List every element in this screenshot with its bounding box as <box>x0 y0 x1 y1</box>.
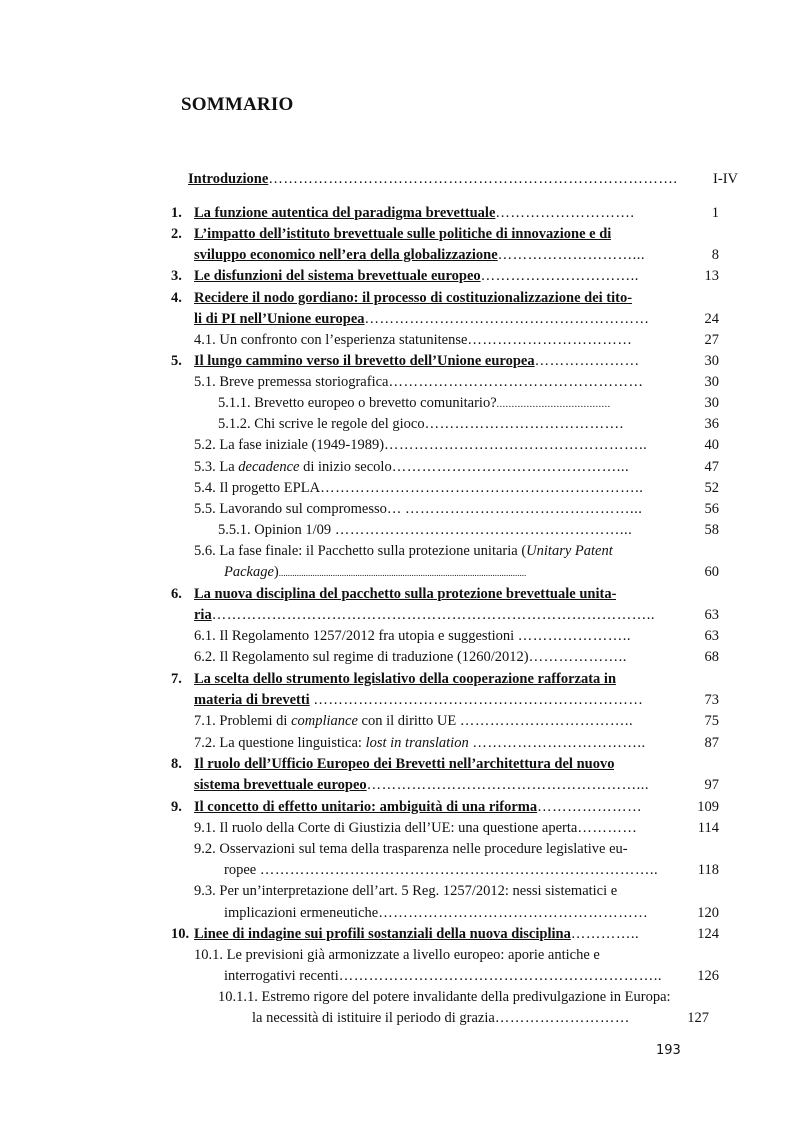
toc-entry-text: Il ruolo dell’Ufficio Europeo dei Brevetti nell’architettura del nuovo <box>194 756 615 772</box>
page-ref: 114 <box>697 820 719 836</box>
toc-entry-text: ropee <box>224 862 257 878</box>
toc-entry-5-4[interactable] <box>171 478 719 498</box>
section-number: 3. <box>171 268 182 284</box>
page-ref: 30 <box>704 374 719 390</box>
toc-entry-text-italic: Unitary Patent <box>526 543 613 559</box>
leader-dots: ………………………………………………... <box>366 777 650 793</box>
page-ref: 73 <box>704 692 719 708</box>
toc-entry-5-5-1[interactable] <box>171 520 719 540</box>
toc-entry-text-tail: di inizio secolo <box>299 459 392 475</box>
leader-dots: ………………………….. <box>480 268 639 284</box>
toc-entry-text: La funzione autentica del paradigma brevettuale <box>194 205 496 221</box>
leader-dots: ………………………………………………… <box>364 311 650 327</box>
page-ref: 118 <box>697 862 719 878</box>
toc-entry-10-1-1[interactable] <box>171 987 731 1007</box>
leader-dots: ………………… <box>537 799 643 815</box>
leader-dots: …………………………………. <box>424 416 624 432</box>
toc-entry-text: 7.1. Problemi di <box>194 713 292 729</box>
leader-dots: …………………………………………………………………………….. <box>211 607 655 623</box>
toc-entry-text: 5.3. La <box>194 459 239 475</box>
toc-entry-8[interactable] <box>171 754 719 774</box>
page-ref: 36 <box>704 416 719 432</box>
toc-entry-text: 4.1. Un confronto con l’esperienza statunitense <box>194 332 468 348</box>
toc-entry-6[interactable] <box>171 584 719 604</box>
page-ref: 40 <box>704 437 719 453</box>
leader-dots: ...................................... <box>496 399 611 410</box>
toc-entry-text: La scelta dello strumento legislativo della cooperazione rafforzata in <box>194 671 617 687</box>
leader-dots: ………………………………………………………………………. <box>268 171 678 187</box>
toc-entry-text: materia di brevetti <box>194 692 310 708</box>
page-ref: 30 <box>704 353 719 369</box>
toc-entry-9-1[interactable] <box>171 818 719 838</box>
toc-entry-10-1-cont[interactable] <box>171 966 719 986</box>
section-number: 4. <box>171 290 182 306</box>
section-number: 10. <box>171 926 190 942</box>
toc-entry-text: implicazioni ermeneutiche <box>224 905 379 921</box>
page-ref: I-IV <box>713 171 738 187</box>
page-number: 193 <box>656 1043 681 1058</box>
page-ref: 63 <box>704 607 719 623</box>
toc-entry-text: 9.2. Osservazioni sul tema della trasparenza nelle procedure legislative eu- <box>194 841 628 857</box>
toc-entry-9-2[interactable] <box>171 839 719 859</box>
toc-entry-text: sviluppo economico nell’era della globalizzazione <box>194 247 498 263</box>
toc-entry-9-3-cont[interactable] <box>171 903 719 923</box>
section-number: 8. <box>171 756 182 772</box>
leader-dots: ………………………………………... <box>391 459 630 475</box>
toc-entry-6-cont[interactable] <box>171 605 719 625</box>
leader-dots: …………………………………………………………………….. <box>259 862 659 878</box>
toc-entry-1[interactable] <box>171 203 719 223</box>
toc-entry-9-3[interactable] <box>171 881 719 901</box>
page-ref: 47 <box>704 459 719 475</box>
leader-dots: ………………………………………... <box>405 501 643 517</box>
toc-entry-text: 7.2. La questione linguistica: <box>194 735 366 751</box>
section-number: 5. <box>171 353 182 369</box>
toc-entry-6-2[interactable] <box>171 647 719 667</box>
section-number: 7. <box>171 671 182 687</box>
toc-entry-10-1-1-cont[interactable] <box>171 1008 719 1028</box>
toc-entry-text-italic: compliance <box>291 713 358 729</box>
toc-entry-text-italic: decadence <box>238 459 300 475</box>
toc-entry-text: 10.1.1. Estremo rigore del potere invalidante della predivulgazione in Europa: <box>218 989 671 1005</box>
toc-entry-text: sistema brevettuale europeo <box>194 777 367 793</box>
leader-dots: ……………….. <box>528 649 627 665</box>
toc-entry-text: Il lungo cammino verso il brevetto dell’Unione europea <box>194 353 535 369</box>
leader-dots: …………………………… <box>467 332 633 348</box>
page-ref: 109 <box>697 799 719 815</box>
section-number: 2. <box>171 226 182 242</box>
toc-entry-text: interrogativi recenti <box>224 968 339 984</box>
page-ref: 27 <box>704 332 719 348</box>
toc-entry-text: 5.4. Il progetto EPLA <box>194 480 321 496</box>
page-ref: 1 <box>711 205 719 221</box>
toc-entry-5-2[interactable] <box>171 435 719 455</box>
page-ref: 30 <box>704 395 719 411</box>
leader-dots: ……………………………………………………….. <box>320 480 644 496</box>
leader-dots: ……………………………………………………….. <box>338 968 662 984</box>
toc-entry-text: 9.3. Per un’interpretazione dell’art. 5 Reg. 1257/2012: nessi sistematici e <box>194 883 618 899</box>
leader-dots: ………………… <box>534 353 640 369</box>
page-ref: 56 <box>704 501 719 517</box>
toc-entry-text: 9.1. Il ruolo della Corte di Giustizia dell’UE: una questione aperta <box>194 820 578 836</box>
toc-entry-text: L’impatto dell’istituto brevettuale sulle politiche di innovazione e di <box>194 226 612 242</box>
toc-entry-text: ria <box>194 607 212 623</box>
toc-entry-10-1[interactable] <box>171 945 719 965</box>
toc-entry-10[interactable] <box>171 924 719 944</box>
toc-entry-5-1-2[interactable] <box>171 414 719 434</box>
section-number: 9. <box>171 799 182 815</box>
toc-entry-text: 6.2. Il Regolamento sul regime di traduzione (1260/2012) <box>194 649 529 665</box>
toc-entry-9[interactable] <box>171 797 719 817</box>
page-ref: 8 <box>711 247 719 263</box>
leader-dots: ………………………………………………………… <box>313 692 644 708</box>
leader-dots: ………… <box>577 820 638 836</box>
page-ref: 127 <box>687 1010 709 1026</box>
toc-entry-4-1[interactable] <box>171 330 719 350</box>
page-ref: 68 <box>704 649 719 665</box>
page-ref: 87 <box>704 735 719 751</box>
toc-entry-9-2-cont[interactable] <box>171 860 719 880</box>
leader-dots: ………….. <box>570 926 640 942</box>
leader-dots: ……………………………………………… <box>378 905 649 921</box>
toc-entry-text: La nuova disciplina del pacchetto sulla protezione brevettuale unita- <box>194 586 617 602</box>
page-ref: 120 <box>697 905 719 921</box>
toc-entry-2[interactable] <box>171 224 719 244</box>
toc-entry-text: 5.2. La fase iniziale (1949-1989) <box>194 437 385 453</box>
toc-entry-3[interactable] <box>171 266 719 286</box>
leader-dots: ……………………… <box>494 1010 630 1026</box>
leader-dots: ………………………. <box>495 205 635 221</box>
toc-entry-7-1[interactable] <box>171 711 719 731</box>
toc-entry-7-2[interactable] <box>171 733 719 753</box>
toc-entry-text: li di PI nell’Unione europea <box>194 311 365 327</box>
toc-entry-2-cont[interactable] <box>171 245 719 265</box>
toc-entry-5[interactable] <box>171 351 719 371</box>
leader-dots: …………………………………………………... <box>334 522 633 538</box>
toc-entry-text-italic: Package <box>224 564 274 580</box>
toc-entry-text-italic: lost in translation <box>365 735 469 751</box>
toc-entry-4[interactable] <box>171 288 719 308</box>
toc-entry-8-cont[interactable] <box>171 775 719 795</box>
page-ref: 13 <box>704 268 719 284</box>
page-ref: 97 <box>704 777 719 793</box>
toc-entry-text-tail: con il diritto UE <box>357 713 457 729</box>
toc-entry-5-5[interactable] <box>171 499 719 519</box>
toc-title: SOMMARIO <box>181 94 294 115</box>
page-ref: 124 <box>697 926 719 942</box>
page-ref: 63 <box>704 628 719 644</box>
toc-entry-5-3[interactable] <box>171 457 719 477</box>
toc-entry-text-tail: ) <box>273 564 279 580</box>
leader-dots: …………………………….. <box>459 713 634 729</box>
toc-entry-text: 5.1. Breve premessa storiografica <box>194 374 389 390</box>
page-ref: 24 <box>704 311 719 327</box>
toc-entry-text: Il concetto di effetto unitario: ambiguità di una riforma <box>194 799 538 815</box>
leader-dots: ………………….. <box>517 628 632 644</box>
toc-entry-5-1-1[interactable] <box>171 393 719 413</box>
toc-entry-text: 5.5. Lavorando sul compromesso… <box>194 501 402 517</box>
toc-entry-text: 5.6. La fase finale: il Pacchetto sulla protezione unitaria ( <box>194 543 527 559</box>
toc-entry-text: 6.1. Il Regolamento 1257/2012 fra utopia e suggestioni <box>194 628 515 644</box>
leader-dots: ………………………... <box>497 247 646 263</box>
toc-entry-text: Le disfunzioni del sistema brevettuale europeo <box>194 268 481 284</box>
page-ref: 75 <box>704 713 719 729</box>
toc-entry-7[interactable] <box>171 669 719 689</box>
toc-entry-text: 5.1.2. Chi scrive le regole del gioco <box>218 416 425 432</box>
toc-entry-7-cont[interactable] <box>171 690 719 710</box>
toc-entry-text: Linee di indagine sui profili sostanziali della nuova disciplina <box>194 926 571 942</box>
toc-entry-5-1[interactable] <box>171 372 719 392</box>
leader-dots: …………………………………………… <box>388 374 644 390</box>
page-ref: 126 <box>697 968 719 984</box>
toc-entry-introduzione[interactable] <box>188 169 738 189</box>
section-number: 1. <box>171 205 182 221</box>
toc-entry-5-6-cont[interactable] <box>171 562 719 582</box>
toc-entry-text: 5.5.1. Opinion 1/09 <box>218 522 332 538</box>
toc-entry-4-cont[interactable] <box>171 309 719 329</box>
toc-entry-text: 5.1.1. Brevetto europeo o brevetto comunitario? <box>218 395 497 411</box>
toc-entry-text: la necessità di istituire il periodo di grazia <box>252 1010 495 1026</box>
toc-entry-text: Recidere il nodo gordiano: il processo di costituzionalizzazione dei tito- <box>194 290 633 306</box>
toc-entry-6-1[interactable] <box>171 626 719 646</box>
page-ref: 52 <box>704 480 719 496</box>
toc-entry-5-6[interactable] <box>171 541 719 561</box>
leader-dots: …………………………….. <box>472 735 646 751</box>
leader-dots: .............................................................................................................. <box>278 568 527 578</box>
toc-entry-text: Introduzione <box>188 171 269 187</box>
section-number: 6. <box>171 586 182 602</box>
leader-dots: …………………………………………….. <box>384 437 648 453</box>
page-ref: 58 <box>704 522 719 538</box>
toc-entry-text: 10.1. Le previsioni già armonizzate a livello europeo: aporie antiche e <box>194 947 600 963</box>
page-ref: 60 <box>704 564 719 580</box>
